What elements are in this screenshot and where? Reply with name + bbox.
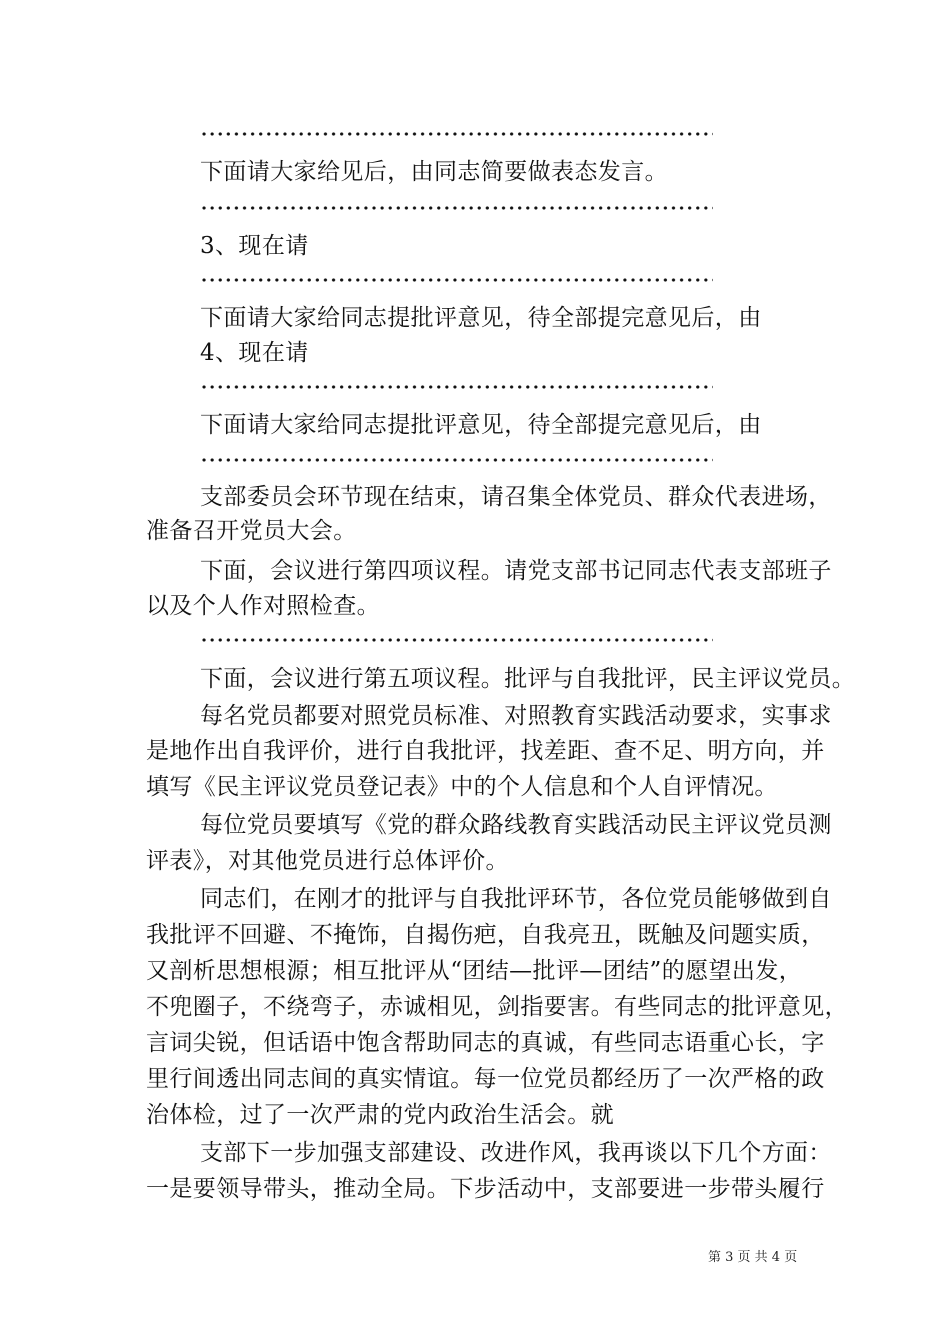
- dotted-separator: [200, 383, 713, 391]
- dotted-separator: [200, 204, 713, 212]
- text-line: 治体检，过了一次严肃的党内政治生活会。就: [146, 1102, 614, 1128]
- text-line: 又剖析思想根源；相互批评从“团结—批评—团结”的愿望出发，: [146, 958, 803, 984]
- text-line: 支部下一步加强支部建设、改进作风，我再谈以下几个方面：: [200, 1140, 832, 1166]
- text-line: 每名党员都要对照党员标准、对照教育实践活动要求，实事求: [200, 703, 832, 729]
- text-line: 下面请大家给见后，由同志简要做表态发言。: [200, 159, 668, 185]
- text-line: 里行间透出同志间的真实情谊。每一位党员都经历了一次严格的政: [146, 1066, 825, 1092]
- text-line: 下面，会议进行第四项议程。请党支部书记同志代表支部班子: [200, 558, 832, 584]
- text-line: 评表》，对其他党员进行总体评价。: [146, 848, 509, 874]
- dotted-separator: [200, 636, 713, 644]
- dotted-separator: [200, 130, 713, 138]
- dotted-separator: [200, 456, 713, 464]
- text-line: 4、现在请: [200, 340, 309, 366]
- text-line: 3、现在请: [200, 233, 309, 259]
- text-line: 每位党员要填写《党的群众路线教育实践活动民主评议党员测: [200, 812, 832, 838]
- text-line: 准备召开党员大会。: [146, 518, 357, 544]
- page-number: 第 3 页 共 4 页: [708, 1250, 798, 1265]
- text-line: 下面请大家给同志提批评意见，待全部提完意见后，由: [200, 412, 762, 438]
- text-line: 是地作出自我评价，进行自我批评，找差距、查不足、明方向，并: [146, 738, 825, 764]
- text-line: 下面，会议进行第五项议程。批评与自我批评，民主评议党员。: [200, 666, 856, 692]
- text-line: 同志们，在刚才的批评与自我批评环节，各位党员能够做到自: [200, 886, 832, 912]
- text-line: 以及个人作对照检查。: [146, 593, 380, 619]
- text-line: 言词尖锐，但话语中饱含帮助同志的真诚，有些同志语重心长，字: [146, 1030, 825, 1056]
- text-line: 下面请大家给同志提批评意见，待全部提完意见后，由: [200, 305, 762, 331]
- text-line: 我批评不回避、不掩饰，自揭伤疤，自我亮丑，既触及问题实质，: [146, 922, 825, 948]
- text-line: 不兜圈子，不绕弯子，赤诚相见，剑指要害。有些同志的批评意见，: [146, 994, 848, 1020]
- text-line: 支部委员会环节现在结束，请召集全体党员、群众代表进场，: [200, 484, 832, 510]
- text-line: 一是要领导带头，推动全局。下步活动中，支部要进一步带头履行: [146, 1176, 825, 1202]
- text-line: 填写《民主评议党员登记表》中的个人信息和个人自评情况。: [146, 774, 778, 800]
- dotted-separator: [200, 276, 713, 284]
